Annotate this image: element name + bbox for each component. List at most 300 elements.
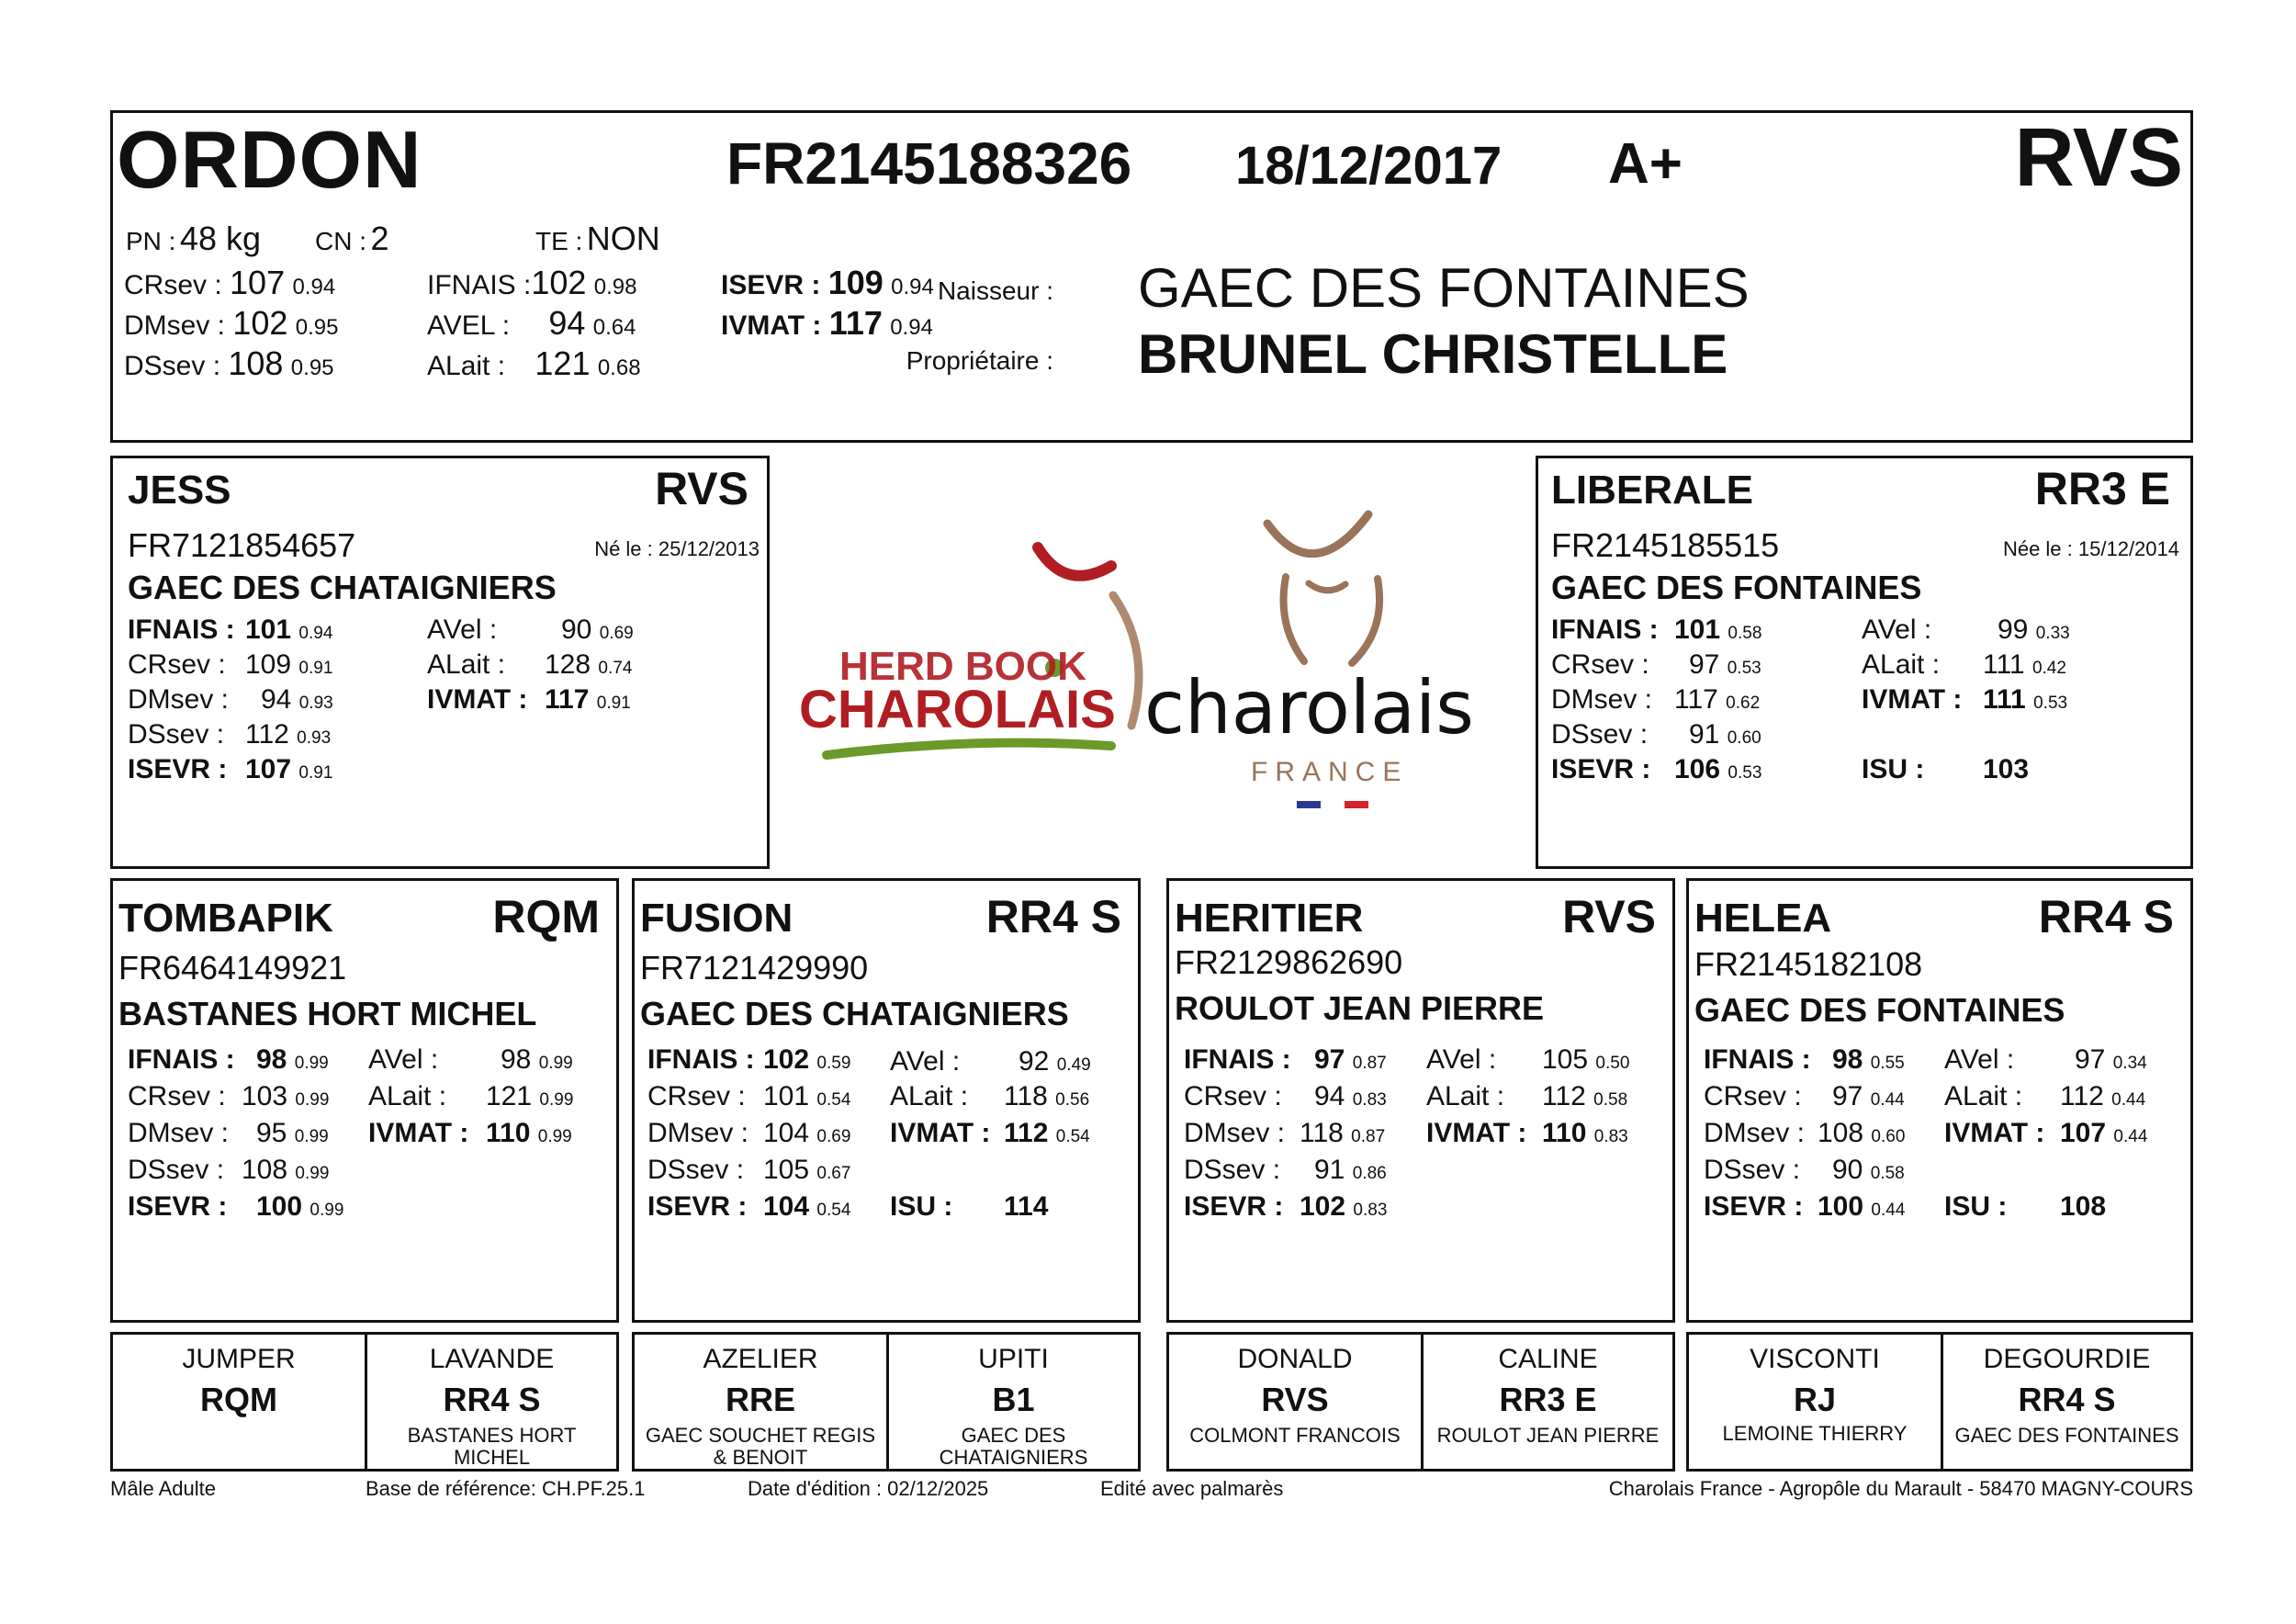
gp-ifnais-reliability: 0.55 bbox=[1870, 1054, 1905, 1073]
gp-crsev: 101 bbox=[763, 1081, 810, 1111]
gp-dssev: 91 bbox=[1314, 1155, 1345, 1185]
ggp-name: JUMPER bbox=[182, 1344, 296, 1374]
gp-avel-reliability: 0.34 bbox=[2112, 1054, 2147, 1073]
ggp-box-lavande bbox=[365, 1332, 619, 1472]
ggp-name: CALINE bbox=[1498, 1344, 1598, 1374]
gp-dssev: 105 bbox=[763, 1155, 810, 1185]
sire-id: FR7121854657 bbox=[128, 526, 356, 564]
gp-ivmat: 110 bbox=[486, 1118, 531, 1148]
france-flag-red bbox=[1345, 801, 1368, 808]
dmsev-label: DMsev : bbox=[128, 684, 230, 715]
avel-value: 94 bbox=[548, 304, 586, 342]
te-field bbox=[535, 220, 660, 258]
gp-name: FUSION bbox=[640, 896, 793, 941]
gp-dmsev-row bbox=[1184, 1118, 1385, 1149]
ggp-breeder: LEMOINE THIERRY bbox=[1722, 1422, 1908, 1445]
herd-book-horns-icon bbox=[1038, 547, 1111, 576]
dam-id: FR2145185515 bbox=[1551, 526, 1780, 564]
gp-isevr: 102 bbox=[1300, 1191, 1346, 1222]
dam-ifnais: 101 bbox=[1674, 615, 1721, 645]
dam-isevr-reliability: 0.53 bbox=[1728, 763, 1762, 783]
isevr-label: ISEVR : bbox=[1551, 754, 1651, 784]
gp-dssev-reliability: 0.67 bbox=[816, 1164, 851, 1183]
ggp-name: UPITI bbox=[978, 1344, 1049, 1374]
crsev-reliability: 0.94 bbox=[292, 275, 336, 299]
charolais-face-left-icon bbox=[1284, 577, 1305, 661]
gp-ivmat: 107 bbox=[2060, 1118, 2107, 1148]
ggp-name: DEGOURDIE bbox=[1983, 1344, 2151, 1374]
gp-dmsev-reliability: 0.87 bbox=[1351, 1127, 1386, 1146]
ifnais-label: IFNAIS : bbox=[1551, 615, 1659, 645]
sire-ifnais: 101 bbox=[245, 615, 292, 645]
gp-isu: 108 bbox=[2060, 1191, 2107, 1222]
gp-id: FR2145182108 bbox=[1694, 945, 1923, 983]
logos-svg bbox=[790, 496, 1525, 827]
gp-avel: 97 bbox=[2075, 1044, 2106, 1075]
sire-dssev-reliability: 0.93 bbox=[297, 728, 332, 748]
ggp-box-caline bbox=[1421, 1332, 1675, 1472]
ifnais-label: IFNAIS : bbox=[128, 1044, 235, 1075]
ivmat-value: 117 bbox=[828, 304, 883, 342]
ggp-qualification: RR4 S bbox=[443, 1381, 541, 1418]
ivmat-label: IVMAT : bbox=[427, 684, 528, 715]
gp-crsev-row bbox=[647, 1081, 850, 1112]
france-flag-blue bbox=[1297, 801, 1321, 808]
gp-isevr-reliability: 0.54 bbox=[816, 1201, 851, 1220]
proprietaire-value: BRUNEL CHRISTELLE bbox=[1138, 323, 1728, 385]
gp-crsev-reliability: 0.99 bbox=[295, 1090, 330, 1110]
grandparent-box-tombapik bbox=[110, 878, 619, 1323]
france-word: FRANCE bbox=[1251, 757, 1409, 787]
gp-dmsev-row bbox=[647, 1118, 850, 1149]
dam-alait-row bbox=[1862, 649, 2066, 681]
dam-ivmat: 111 bbox=[1983, 684, 2026, 715]
ivmat-label: IVMAT : bbox=[368, 1118, 469, 1148]
ggp-qualification: RVS bbox=[1261, 1381, 1329, 1418]
isevr-label: ISEVR : bbox=[128, 1191, 228, 1222]
gp-crsev-reliability: 0.54 bbox=[816, 1090, 851, 1110]
ifnais-row bbox=[427, 264, 637, 302]
isevr-reliability: 0.94 bbox=[891, 275, 934, 299]
crsev-label: CRsev : bbox=[124, 270, 222, 300]
herd-book-swoosh-icon bbox=[827, 743, 1111, 755]
ggp-breeder: BASTANES HORT MICHEL bbox=[407, 1424, 577, 1469]
gp-ifnais-row bbox=[128, 1044, 329, 1076]
dmsev-label: DMsev : bbox=[128, 1118, 230, 1148]
avel-label: AVel : bbox=[1944, 1044, 2015, 1075]
gp-isevr-row bbox=[128, 1191, 343, 1223]
gp-dssev: 90 bbox=[1832, 1155, 1863, 1185]
gp-dssev-row bbox=[647, 1155, 850, 1186]
pn-field bbox=[126, 220, 261, 258]
gp-dssev-reliability: 0.99 bbox=[295, 1164, 330, 1183]
dmsev-label: DMsev : bbox=[1184, 1118, 1286, 1148]
gp-ivmat-row bbox=[1426, 1118, 1628, 1149]
dam-box bbox=[1536, 456, 2193, 869]
dssev-value: 108 bbox=[228, 344, 284, 382]
dam-birth: Née le : 15/12/2014 bbox=[2002, 537, 2179, 560]
cn-label: CN : bbox=[315, 227, 366, 255]
gp-alait-row bbox=[1426, 1081, 1627, 1112]
dam-alait: 111 bbox=[1983, 649, 2025, 680]
gp-ifnais-row bbox=[647, 1044, 850, 1076]
ggp-breeder: GAEC SOUCHET REGIS & BENOIT bbox=[645, 1424, 876, 1469]
alait-label: ALait : bbox=[1862, 649, 1941, 680]
gp-ifnais-reliability: 0.59 bbox=[816, 1054, 851, 1073]
gp-isevr: 104 bbox=[763, 1191, 810, 1222]
sire-dmsev-row bbox=[128, 684, 333, 716]
gp-name: HERITIER bbox=[1175, 896, 1364, 941]
dam-avel: 99 bbox=[1998, 615, 2029, 645]
gp-ifnais-reliability: 0.87 bbox=[1352, 1054, 1387, 1073]
gp-dssev-row bbox=[128, 1155, 329, 1186]
footer-palmares: Edité avec palmarès bbox=[1100, 1477, 1284, 1500]
dam-name: LIBERALE bbox=[1551, 468, 1753, 513]
dam-isevr-row bbox=[1551, 754, 1761, 785]
gp-dmsev-reliability: 0.99 bbox=[294, 1127, 329, 1146]
gp-dssev-reliability: 0.86 bbox=[1352, 1164, 1387, 1183]
te-value: NON bbox=[586, 220, 660, 257]
ggp-qualification: RQM bbox=[200, 1381, 277, 1418]
dam-dmsev: 117 bbox=[1674, 684, 1718, 715]
dam-breeder: GAEC DES FONTAINES bbox=[1551, 569, 1922, 606]
ggp-qualification: B1 bbox=[992, 1381, 1035, 1418]
dam-ifnais-row bbox=[1551, 615, 1761, 646]
gp-avel-row bbox=[890, 1046, 1091, 1077]
gp-breeder: BASTANES HORT MICHEL bbox=[118, 995, 537, 1032]
animal-name: ORDON bbox=[117, 114, 422, 205]
isevr-label: ISEVR : bbox=[721, 270, 821, 300]
ivmat-label: IVMAT : bbox=[1426, 1118, 1527, 1148]
dssev-reliability: 0.95 bbox=[290, 355, 334, 380]
sire-box bbox=[110, 456, 770, 869]
sire-avel-row bbox=[427, 615, 634, 646]
avel-reliability: 0.64 bbox=[592, 315, 636, 340]
dam-dssev: 91 bbox=[1689, 719, 1720, 750]
gp-dssev-row bbox=[1704, 1155, 1905, 1186]
gp-dmsev: 95 bbox=[256, 1118, 287, 1148]
alait-value: 121 bbox=[535, 344, 591, 382]
gp-avel-reliability: 0.49 bbox=[1056, 1055, 1091, 1075]
gp-alait-reliability: 0.44 bbox=[2111, 1090, 2146, 1110]
gp-crsev-row bbox=[128, 1081, 329, 1112]
avel-label: AVel : bbox=[1862, 615, 1932, 645]
ggp-breeder: GAEC DES CHATAIGNIERS bbox=[939, 1424, 1088, 1469]
gp-ivmat-reliability: 0.44 bbox=[2113, 1127, 2148, 1146]
isu-label: ISU : bbox=[1944, 1191, 2008, 1222]
gp-alait: 112 bbox=[1542, 1081, 1586, 1111]
gp-alait-reliability: 0.56 bbox=[1055, 1090, 1090, 1110]
dam-qualification: RR3 E bbox=[2034, 463, 2170, 514]
isevr-value: 109 bbox=[827, 264, 884, 301]
crsev-row bbox=[124, 264, 335, 302]
charolais-face-right-icon bbox=[1352, 579, 1379, 663]
ifnais-value: 102 bbox=[531, 264, 587, 301]
ggp-qualification: RRE bbox=[725, 1381, 795, 1418]
alait-label: ALait : bbox=[368, 1081, 447, 1111]
gp-avel-row bbox=[1944, 1044, 2147, 1076]
sire-dssev-row bbox=[128, 719, 331, 750]
dmsev-label: DMsev : bbox=[1551, 684, 1653, 715]
gp-crsev-reliability: 0.83 bbox=[1352, 1090, 1387, 1110]
ivmat-row bbox=[721, 304, 933, 343]
gp-isevr-row bbox=[1704, 1191, 1905, 1223]
sire-dssev: 112 bbox=[245, 719, 289, 750]
gp-ivmat: 110 bbox=[1542, 1118, 1587, 1148]
gp-dssev: 108 bbox=[242, 1155, 288, 1185]
gp-dmsev-row bbox=[128, 1118, 329, 1149]
gp-qualification: RVS bbox=[1562, 891, 1656, 942]
dmsev-row bbox=[124, 304, 339, 343]
herd-book-line2: CHAROLAIS bbox=[799, 680, 1116, 739]
gp-alait-reliability: 0.58 bbox=[1593, 1090, 1628, 1110]
animal-qualification: RVS bbox=[2014, 112, 2183, 204]
dssev-label: DSsev : bbox=[647, 1155, 745, 1185]
alait-label: ALait : bbox=[890, 1081, 969, 1111]
gp-avel-row bbox=[1426, 1044, 1629, 1076]
alait-row bbox=[427, 344, 641, 383]
sire-ivmat-reliability: 0.91 bbox=[596, 694, 631, 713]
sire-qualification: RVS bbox=[655, 463, 748, 514]
gp-isevr-reliability: 0.99 bbox=[310, 1201, 344, 1220]
avel-row bbox=[427, 304, 636, 343]
gp-avel-reliability: 0.50 bbox=[1595, 1054, 1630, 1073]
ifnais-label: IFNAIS : bbox=[427, 270, 532, 300]
ifnais-label: IFNAIS : bbox=[647, 1044, 755, 1075]
dam-ivmat-reliability: 0.53 bbox=[2033, 694, 2068, 713]
charolais-horns-icon bbox=[1267, 514, 1368, 554]
sire-dmsev-reliability: 0.93 bbox=[298, 694, 333, 713]
animal-id: FR2145188326 bbox=[726, 130, 1132, 197]
sire-ivmat-row bbox=[427, 684, 631, 716]
ivmat-label: IVMAT : bbox=[1862, 684, 1963, 715]
dmsev-label: DMsev : bbox=[647, 1118, 749, 1148]
sire-ifnais-reliability: 0.94 bbox=[298, 624, 333, 643]
sire-ifnais-row bbox=[128, 615, 332, 646]
gp-avel: 98 bbox=[501, 1044, 532, 1075]
isevr-label: ISEVR : bbox=[1704, 1191, 1804, 1222]
ggp-name: LAVANDE bbox=[429, 1344, 555, 1374]
ggp-qualification: RJ bbox=[1793, 1381, 1837, 1418]
crsev-label: CRsev : bbox=[1551, 649, 1649, 680]
gp-dmsev: 118 bbox=[1300, 1118, 1344, 1148]
gp-isevr: 100 bbox=[256, 1191, 303, 1222]
gp-avel-row bbox=[368, 1044, 573, 1076]
dmsev-reliability: 0.95 bbox=[295, 315, 339, 340]
gp-avel: 92 bbox=[1019, 1046, 1050, 1077]
dam-isu: 103 bbox=[1983, 754, 2030, 784]
gp-crsev: 103 bbox=[242, 1081, 288, 1111]
gp-isevr-reliability: 0.44 bbox=[1871, 1201, 1906, 1220]
gp-qualification: RR4 S bbox=[2038, 891, 2174, 942]
dssev-label: DSsev : bbox=[1704, 1155, 1801, 1185]
isu-label: ISU : bbox=[890, 1191, 953, 1222]
gp-isu-row bbox=[1944, 1191, 2106, 1223]
gp-isu: 114 bbox=[1004, 1191, 1049, 1222]
herd-book-line1: HERD BOOK bbox=[839, 644, 1086, 689]
gp-alait: 118 bbox=[1004, 1081, 1048, 1111]
ivmat-reliability: 0.94 bbox=[890, 315, 933, 340]
dam-alait-reliability: 0.42 bbox=[2032, 659, 2066, 678]
gp-qualification: RR4 S bbox=[985, 891, 1121, 942]
sire-isevr: 107 bbox=[245, 754, 292, 784]
ivmat-label: IVMAT : bbox=[890, 1118, 991, 1148]
dssev-label: DSsev : bbox=[1551, 719, 1649, 750]
gp-ivmat-reliability: 0.54 bbox=[1055, 1127, 1090, 1146]
herd-book-head-icon bbox=[1113, 595, 1139, 726]
sire-alait: 128 bbox=[545, 649, 591, 680]
footer-address: Charolais France - Agropôle du Marault - 58470 MAGNY-COURS bbox=[1608, 1477, 2193, 1500]
ggp-box-azelier bbox=[632, 1332, 889, 1472]
ivmat-label: IVMAT : bbox=[1944, 1118, 2045, 1148]
proprietaire-label: Propriétaire : bbox=[906, 346, 1053, 375]
gp-name: TOMBAPIK bbox=[118, 896, 333, 941]
gp-alait: 112 bbox=[2060, 1081, 2104, 1111]
gp-avel-reliability: 0.99 bbox=[538, 1054, 573, 1073]
gp-ivmat-row bbox=[368, 1118, 572, 1149]
gp-id: FR6464149921 bbox=[118, 949, 347, 987]
dmsev-label: DMsev : bbox=[1704, 1118, 1806, 1148]
sire-isevr-reliability: 0.91 bbox=[298, 763, 333, 783]
dam-dssev-reliability: 0.60 bbox=[1727, 728, 1761, 748]
dssev-label: DSsev : bbox=[124, 351, 221, 381]
sire-breeder: GAEC DES CHATAIGNIERS bbox=[128, 569, 557, 606]
gp-ifnais-row bbox=[1184, 1044, 1387, 1076]
dmsev-label: DMsev : bbox=[124, 310, 226, 341]
gp-ifnais-reliability: 0.99 bbox=[294, 1054, 329, 1073]
animal-header-box bbox=[110, 110, 2193, 443]
ggp-name: VISCONTI bbox=[1750, 1344, 1880, 1374]
gp-id: FR2129862690 bbox=[1175, 943, 1403, 981]
gp-dssev-row bbox=[1184, 1155, 1387, 1186]
gp-dmsev-reliability: 0.60 bbox=[1871, 1127, 1906, 1146]
sire-crsev: 109 bbox=[245, 649, 292, 680]
isevr-label: ISEVR : bbox=[128, 754, 228, 784]
gp-ivmat-reliability: 0.99 bbox=[537, 1127, 572, 1146]
gp-ivmat-reliability: 0.83 bbox=[1593, 1127, 1628, 1146]
gp-crsev: 94 bbox=[1314, 1081, 1345, 1111]
dssev-label: DSsev : bbox=[1184, 1155, 1281, 1185]
ggp-name: AZELIER bbox=[703, 1344, 818, 1374]
gp-crsev-row bbox=[1704, 1081, 1905, 1112]
gp-qualification: RQM bbox=[492, 891, 600, 942]
gp-ifnais: 97 bbox=[1314, 1044, 1345, 1075]
ifnais-label: IFNAIS : bbox=[1184, 1044, 1291, 1075]
dam-dmsev-row bbox=[1551, 684, 1760, 716]
sire-ivmat: 117 bbox=[545, 684, 590, 715]
gp-alait-row bbox=[368, 1081, 573, 1112]
isevr-label: ISEVR : bbox=[647, 1191, 748, 1222]
te-label: TE : bbox=[535, 227, 583, 255]
sire-birth: Né le : 25/12/2013 bbox=[594, 537, 760, 560]
gp-breeder: GAEC DES CHATAIGNIERS bbox=[640, 995, 1069, 1032]
alait-label: ALait : bbox=[1426, 1081, 1505, 1111]
ggp-qualification: RR4 S bbox=[2018, 1381, 2116, 1418]
gp-dssev-reliability: 0.58 bbox=[1870, 1164, 1905, 1183]
footer-sex: Mâle Adulte bbox=[110, 1477, 216, 1500]
isevr-label: ISEVR : bbox=[1184, 1191, 1284, 1222]
sire-alait-reliability: 0.74 bbox=[598, 659, 633, 678]
logos-area bbox=[790, 496, 1525, 827]
gp-dmsev: 108 bbox=[1818, 1118, 1864, 1148]
gp-isevr: 100 bbox=[1818, 1191, 1864, 1222]
naisseur-value: GAEC DES FONTAINES bbox=[1138, 257, 1750, 319]
alait-label: ALait : bbox=[427, 649, 506, 680]
isevr-row bbox=[721, 264, 934, 302]
ggp-box-donald bbox=[1166, 1332, 1424, 1472]
gp-ivmat: 112 bbox=[1004, 1118, 1049, 1148]
ifnais-label: IFNAIS : bbox=[1704, 1044, 1811, 1075]
crsev-label: CRsev : bbox=[128, 1081, 226, 1111]
gp-ifnais-row bbox=[1704, 1044, 1905, 1076]
dam-ifnais-reliability: 0.58 bbox=[1728, 624, 1762, 643]
dssev-row bbox=[124, 344, 334, 383]
dssev-label: DSsev : bbox=[128, 1155, 225, 1185]
ggp-name: DONALD bbox=[1237, 1344, 1353, 1374]
gp-crsev-reliability: 0.44 bbox=[1870, 1090, 1905, 1110]
gp-alait-row bbox=[890, 1081, 1089, 1112]
sire-crsev-row bbox=[128, 649, 332, 681]
avel-label: AVel : bbox=[368, 1044, 439, 1075]
alait-reliability: 0.68 bbox=[597, 355, 641, 380]
dam-crsev-reliability: 0.53 bbox=[1727, 659, 1761, 678]
gp-dmsev-reliability: 0.69 bbox=[816, 1127, 851, 1146]
ggp-breeder: COLMONT FRANCOIS bbox=[1189, 1424, 1401, 1447]
gp-ivmat-row bbox=[1944, 1118, 2147, 1149]
gp-ifnais: 102 bbox=[763, 1044, 810, 1075]
dmsev-value: 102 bbox=[232, 304, 288, 342]
ggp-breeder: GAEC DES FONTAINES bbox=[1954, 1424, 2179, 1447]
gp-isevr-reliability: 0.83 bbox=[1353, 1201, 1388, 1220]
crsev-label: CRsev : bbox=[647, 1081, 746, 1111]
animal-birth-date: 18/12/2017 bbox=[1235, 136, 1503, 196]
ifnais-label: IFNAIS : bbox=[128, 615, 235, 645]
gp-breeder: GAEC DES FONTAINES bbox=[1694, 991, 2065, 1029]
naisseur-label: Naisseur : bbox=[937, 276, 1053, 305]
alait-label: ALait : bbox=[1944, 1081, 2023, 1111]
crsev-label: CRsev : bbox=[128, 649, 226, 680]
gp-isevr-row bbox=[647, 1191, 850, 1223]
gp-ivmat-row bbox=[890, 1118, 1090, 1149]
gp-ifnais: 98 bbox=[256, 1044, 287, 1075]
sire-avel: 90 bbox=[561, 615, 592, 645]
sire-isevr-row bbox=[128, 754, 332, 785]
gp-alait: 121 bbox=[486, 1081, 533, 1111]
sire-crsev-reliability: 0.91 bbox=[298, 659, 333, 678]
ggp-box-upiti bbox=[886, 1332, 1141, 1472]
sire-avel-reliability: 0.69 bbox=[599, 624, 634, 643]
dam-crsev: 97 bbox=[1689, 649, 1720, 680]
crsev-value: 107 bbox=[230, 264, 286, 301]
grandparent-box-fusion bbox=[632, 878, 1141, 1323]
gp-isu-row bbox=[890, 1191, 1048, 1223]
charolais-word: charolais bbox=[1144, 665, 1474, 750]
ggp-box-visconti bbox=[1686, 1332, 1943, 1472]
charolais-nose-icon bbox=[1309, 583, 1345, 591]
avel-label: AVel : bbox=[890, 1046, 961, 1077]
cn-field bbox=[315, 220, 388, 258]
avel-label: AVel : bbox=[1426, 1044, 1497, 1075]
sire-name: JESS bbox=[128, 468, 231, 513]
gp-crsev: 97 bbox=[1832, 1081, 1863, 1111]
crsev-label: CRsev : bbox=[1184, 1081, 1282, 1111]
gp-dmsev: 104 bbox=[763, 1118, 810, 1148]
dam-avel-reliability: 0.33 bbox=[2035, 624, 2070, 643]
sire-alait-row bbox=[427, 649, 632, 681]
pn-label: PN : bbox=[126, 227, 176, 255]
gp-dmsev-row bbox=[1704, 1118, 1905, 1149]
dam-dssev-row bbox=[1551, 719, 1761, 750]
